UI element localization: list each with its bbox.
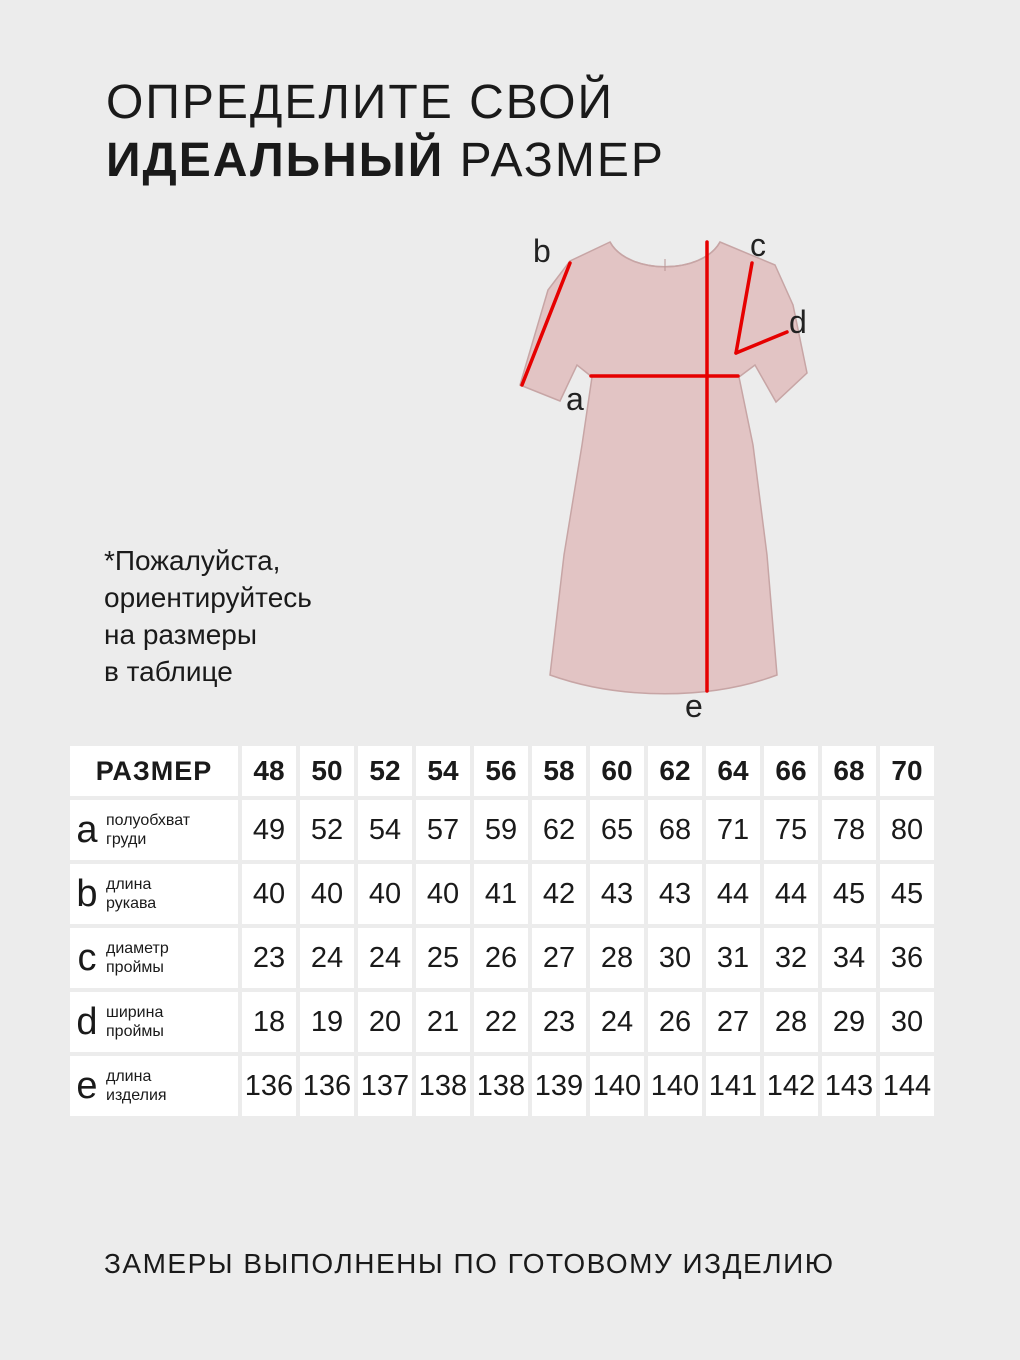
value-cell: 27 [706, 992, 760, 1052]
size-header-cell: 48 [242, 746, 296, 796]
value-cell: 78 [822, 800, 876, 860]
value-cell: 20 [358, 992, 412, 1052]
table-row [70, 800, 934, 860]
size-header-cell: 50 [300, 746, 354, 796]
size-header-cell: 52 [358, 746, 412, 796]
value-cell: 26 [474, 928, 528, 988]
note-line: ориентируйтесь [104, 582, 312, 613]
value-cell: 30 [648, 928, 702, 988]
param-label [74, 1002, 238, 1042]
dress-measurement-diagram [500, 215, 830, 725]
size-header-cell: 70 [880, 746, 934, 796]
value-cell: 44 [706, 864, 760, 924]
label-c: c [750, 227, 766, 263]
size-header-cell: 66 [764, 746, 818, 796]
value-cell: 59 [474, 800, 528, 860]
label-a: a [566, 381, 584, 417]
value-cell: 43 [590, 864, 644, 924]
value-cell: 22 [474, 992, 528, 1052]
value-cell: 45 [822, 864, 876, 924]
value-cell: 136 [242, 1056, 296, 1116]
table-row [70, 992, 934, 1052]
page-title [106, 74, 665, 190]
value-cell: 41 [474, 864, 528, 924]
value-cell: 34 [822, 928, 876, 988]
size-header-cell: 54 [416, 746, 470, 796]
value-cell: 54 [358, 800, 412, 860]
value-cell: 140 [590, 1056, 644, 1116]
value-cell: 40 [358, 864, 412, 924]
param-name-line: изделия [106, 1087, 167, 1104]
footer-note: ЗАМЕРЫ ВЫПОЛНЕНЫ ПО ГОТОВОМУ ИЗДЕЛИЮ [104, 1248, 835, 1279]
size-header-row [70, 746, 934, 796]
param-name-line: полуобхват [106, 812, 191, 829]
value-cell: 24 [300, 928, 354, 988]
value-cell: 141 [706, 1056, 760, 1116]
value-cell: 143 [822, 1056, 876, 1116]
value-cell: 57 [416, 800, 470, 860]
value-cell: 140 [648, 1056, 702, 1116]
size-table-body [70, 800, 934, 1116]
note-line: в таблице [104, 656, 233, 687]
param-name-line: длина [106, 1068, 152, 1085]
value-cell: 21 [416, 992, 470, 1052]
value-cell: 49 [242, 800, 296, 860]
value-cell: 25 [416, 928, 470, 988]
value-cell: 138 [416, 1056, 470, 1116]
size-header-cell: 56 [474, 746, 528, 796]
param-name [106, 1067, 167, 1105]
value-cell: 30 [880, 992, 934, 1052]
value-cell: 65 [590, 800, 644, 860]
title-bold-word: ИДЕАЛЬНЫЙ [106, 134, 445, 187]
value-cell: 24 [358, 928, 412, 988]
param-letter: c [77, 937, 97, 979]
label-d: d [789, 304, 807, 340]
value-cell: 28 [590, 928, 644, 988]
size-header-cell: 58 [532, 746, 586, 796]
param-cell [70, 864, 238, 924]
value-cell: 36 [880, 928, 934, 988]
value-cell: 28 [764, 992, 818, 1052]
value-cell: 40 [300, 864, 354, 924]
param-label [74, 938, 238, 978]
note-line: на размеры [104, 619, 258, 650]
value-cell: 24 [590, 992, 644, 1052]
size-table [66, 742, 938, 1120]
param-name-line: груди [106, 831, 147, 848]
value-cell: 71 [706, 800, 760, 860]
table-row [70, 928, 934, 988]
size-header-cell: 62 [648, 746, 702, 796]
table-row [70, 864, 934, 924]
value-cell: 31 [706, 928, 760, 988]
param-label [74, 1066, 238, 1106]
param-name-line: рукава [106, 895, 157, 912]
value-cell: 68 [648, 800, 702, 860]
param-letter: b [76, 873, 98, 915]
param-name [106, 811, 190, 849]
param-name-line: проймы [106, 959, 164, 976]
title-line-1: ОПРЕДЕЛИТЕ СВОЙ [106, 76, 614, 129]
value-cell: 19 [300, 992, 354, 1052]
param-name-line: длина [106, 876, 152, 893]
value-cell: 23 [532, 992, 586, 1052]
table-row [70, 1056, 934, 1116]
value-cell: 142 [764, 1056, 818, 1116]
label-b: b [533, 233, 551, 269]
param-letter: e [76, 1065, 98, 1107]
param-name [106, 1003, 164, 1041]
value-cell: 18 [242, 992, 296, 1052]
value-cell: 42 [532, 864, 586, 924]
size-header-cell: 60 [590, 746, 644, 796]
value-cell: 40 [242, 864, 296, 924]
size-header-label: РАЗМЕР [70, 746, 238, 796]
param-cell [70, 992, 238, 1052]
value-cell: 75 [764, 800, 818, 860]
param-name-line: проймы [106, 1023, 164, 1040]
value-cell: 137 [358, 1056, 412, 1116]
param-name [106, 875, 156, 913]
param-letter: a [76, 809, 98, 851]
note-line: *Пожалуйста, [104, 545, 281, 576]
value-cell: 29 [822, 992, 876, 1052]
value-cell: 45 [880, 864, 934, 924]
param-cell [70, 1056, 238, 1116]
value-cell: 62 [532, 800, 586, 860]
param-letter: d [76, 1001, 98, 1043]
param-label [74, 874, 238, 914]
size-note [104, 542, 312, 690]
title-rest-word: РАЗМЕР [459, 134, 665, 187]
param-name [106, 939, 169, 977]
param-name-line: ширина [106, 1004, 164, 1021]
value-cell: 80 [880, 800, 934, 860]
param-name-line: диаметр [106, 940, 169, 957]
value-cell: 32 [764, 928, 818, 988]
size-header-cell: 64 [706, 746, 760, 796]
param-cell [70, 800, 238, 860]
dress-illustration [520, 242, 807, 694]
value-cell: 40 [416, 864, 470, 924]
value-cell: 136 [300, 1056, 354, 1116]
label-e: e [685, 688, 703, 724]
value-cell: 23 [242, 928, 296, 988]
value-cell: 144 [880, 1056, 934, 1116]
value-cell: 138 [474, 1056, 528, 1116]
value-cell: 44 [764, 864, 818, 924]
value-cell: 43 [648, 864, 702, 924]
value-cell: 52 [300, 800, 354, 860]
title-line-2 [106, 132, 665, 190]
size-header-cell: 68 [822, 746, 876, 796]
value-cell: 27 [532, 928, 586, 988]
value-cell: 26 [648, 992, 702, 1052]
param-cell [70, 928, 238, 988]
value-cell: 139 [532, 1056, 586, 1116]
param-label [74, 810, 238, 850]
